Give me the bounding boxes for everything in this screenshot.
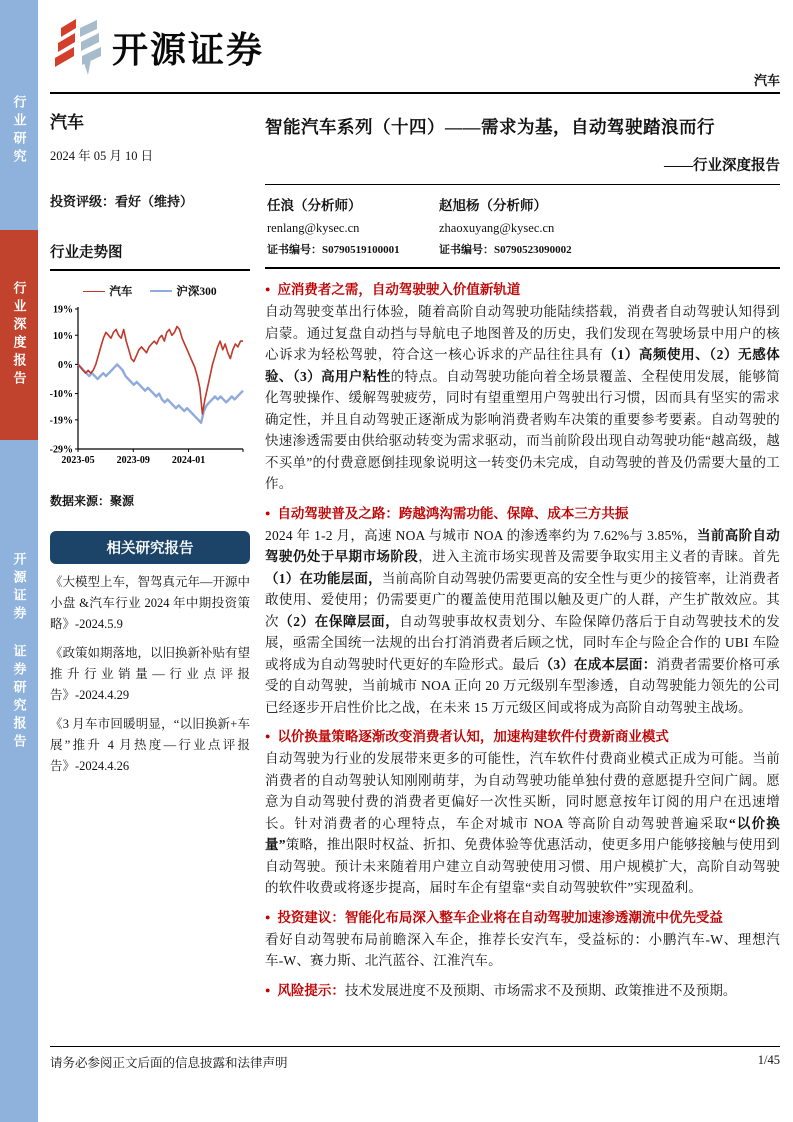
- section-body: 自动驾驶为行业的发展带来更多的可能性，汽车软件付费商业模式正成为可能。当前消费者的自动驾驶认知刚刚萌芽，为自动驾驶功能单独付费的意愿提升空间广阔。愿意为自动驾驶付费的消费者更偏好一次性买断，同时愿意按年订阅的用户在迅速增长。针对消费者的心理特点，车企对城市 NOA 等高阶自动驾驶普遍采取“以价换量”策略，推出限时权益、折扣、免费体验等优惠活动，使更多用户能够接触与使用到自动驾驶。预计未来随着用户建立自动驾驶使用习惯、用户规模扩大，高阶自动驾驶的软件收费或将逐步提高，届时车企有望靠“卖自动驾驶软件”实现盈利。: [265, 751, 780, 895]
- analyst-name: 赵旭杨（分析师）: [439, 198, 547, 213]
- svg-text:19%: 19%: [53, 304, 73, 316]
- page-number: 1/45: [757, 1053, 780, 1067]
- svg-text:2024-01: 2024-01: [171, 455, 206, 466]
- related-reports-header: 相关研究报告: [50, 531, 250, 564]
- kaiyuan-logo-icon: [50, 18, 104, 76]
- legend-line-icon: [150, 290, 172, 292]
- related-report-item: 《3 月车市回暖明显，“以旧换新+车展”推升 4 月热度—行业点评报告》-2024.4.26: [50, 717, 250, 773]
- report-title: 智能汽车系列（十四）——需求为基，自动驾驶踏浪而行: [265, 117, 715, 137]
- report-section: [265, 726, 780, 899]
- sidebar-label-industry-research: 行业研究: [11, 95, 27, 167]
- bullet-icon: ●: [265, 911, 271, 922]
- section-heading-text: 以价换量策略逐渐改变消费者认知，加速构建软件付费新商业模式: [277, 729, 669, 744]
- analyst-cert: 证书编号：S0790523090002: [439, 244, 572, 256]
- svg-text:-19%: -19%: [50, 415, 73, 427]
- sidebar-label-brand-research: 开源证券 证券研究报告: [11, 552, 27, 752]
- main-column: [265, 108, 780, 1001]
- report-section: [265, 980, 780, 1001]
- report-section: [265, 907, 780, 972]
- legend-item: [83, 283, 132, 299]
- bullet-icon: ●: [265, 284, 271, 294]
- related-reports-list: [50, 572, 250, 777]
- left-sidebar: [0, 0, 38, 1122]
- trend-chart-title: 行业走势图: [50, 241, 250, 271]
- report-type-label: ——行业深度报告: [265, 154, 780, 185]
- analyst-email: zhaoxuyang@kysec.cn: [439, 221, 555, 235]
- bullet-icon: ●: [265, 731, 271, 741]
- analyst-email: renlang@kysec.cn: [267, 221, 360, 235]
- bullet-icon: ●: [265, 507, 271, 518]
- svg-text:-10%: -10%: [50, 389, 73, 401]
- sidebar-red-block: [0, 230, 38, 440]
- page-content: [50, 0, 780, 1001]
- bullet-icon: ●: [265, 984, 271, 995]
- section-body: 看好自动驾驶布局前瞻深入车企，推荐长安汽车，受益标的：小鹏汽车-W、理想汽车-W、赛力斯、北汽蓝谷、江淮汽车。: [265, 931, 780, 968]
- svg-text:-29%: -29%: [50, 444, 73, 456]
- header-sector-tag: 汽车: [753, 73, 780, 88]
- header-divider: [50, 92, 780, 94]
- section-body: 自动驾驶变革出行体验，随着高阶自动驾驶功能陆续搭载，消费者自动驾驶认知得到启蒙。通过复盘自动挡与导航电子地图普及的历史，我们发现在驾驶场景中用户的核心诉求为轻松驾驶，符合这一核心诉求的产品往往具有（1）高频使用、（2）无感体验、（3）高用户粘性的特点。自动驾驶功能向着全场景覆盖、全程使用发展，能够简化驾驶操作、缓解驾驶疲劳，同时有望重塑用户驾驶出行习惯，因而具有坚实的需求确定性，并且自动驾驶正逐渐成为影响消费者购车决策的重要参考要素。自动驾驶的快速渗透需要由供给驱动转变为需求驱动，而当前阶段出现自动驾驶功能“越高级，越不买单”的付费意愿倒挂现象说明这一转变仍未完成，自动驾驶的普及仍需要大量的工作。: [265, 304, 780, 491]
- svg-text:0%: 0%: [58, 359, 73, 371]
- svg-text:10%: 10%: [53, 330, 73, 342]
- footer-disclaimer: 请务必参阅正文后面的信息披露和法律声明: [50, 1056, 288, 1070]
- page-footer: [50, 1046, 780, 1071]
- section-body: 2024 年 1-2 月，高速 NOA 与城市 NOA 的渗透率约为 7.62%与 3.85%，当前高阶自动驾驶仍处于早期市场阶段，进入主流市场实现普及需要争取实用主义者的青睐。首先（1）在功能层面，当前高阶自动驾驶仍需要更高的安全性与更少的接管率，让消费者敢使用、爱使用；仍需要更广的覆盖使用范围以触及更广的人群，产生扩散效应。其次（2）在保障层面，自动驾驶事故权责划分、车险保障仍落后于自动驾驶技术的发展，亟需全国统一法规的出台打消消费者后顾之忧，同时车企与险企合作的 UBI 车险或将成为自动驾驶时代更好的车险形式。最后（3）在成本层面：消费者需要价格可承受的自动驾驶，当前城市 NOA 正向 20 万元级别车型渗透，自动驾驶能力领先的公司已经逐步开启性价比之战，在未来 15 万元级区间或将成为高阶自动驾驶主战场。: [265, 527, 781, 715]
- svg-text:2023-05: 2023-05: [61, 455, 95, 466]
- report-section: [265, 279, 780, 495]
- legend-item: [150, 283, 216, 299]
- sidebar-label-deep-report: 行业深度报告: [11, 281, 27, 389]
- report-sections: [265, 279, 780, 1001]
- section-heading-text: 风险提示：: [277, 982, 345, 998]
- report-section: [265, 503, 780, 719]
- legend-label: 汽车: [109, 286, 133, 298]
- brand-name: 开源证券: [112, 28, 265, 70]
- section-heading-text: 投资建议：智能化布局深入整车企业将在自动驾驶加速渗透潮流中优先受益: [277, 909, 723, 925]
- masthead: [50, 0, 780, 92]
- data-source: 数据来源：聚源: [50, 494, 135, 508]
- analyst-card: [439, 194, 611, 257]
- analysts-row: [265, 185, 780, 269]
- section-heading-text: 自动驾驶普及之路：跨越鸿沟需功能、保障、成本三方共振: [277, 505, 629, 521]
- section-heading-text: 应消费者之需，自动驾驶驶入价值新轨道: [277, 282, 521, 297]
- trend-chart-svg: [50, 301, 248, 477]
- related-report-item: 《大模型上车，智驾真元年—开源中小盘 &汽车行业 2024 年中期投资策略》-2024.5.9: [50, 575, 251, 631]
- investment-rating: 投资评级：看好（维持）: [50, 194, 194, 209]
- svg-text:2023-09: 2023-09: [116, 455, 150, 466]
- trend-chart: [50, 301, 250, 482]
- legend-line-icon: [83, 291, 105, 292]
- analyst-name: 任浪（分析师）: [267, 198, 362, 213]
- chart-legend: [50, 283, 250, 299]
- section-body-inline: 技术发展进度不及预期、市场需求不及预期、政策推进不及预期。: [344, 982, 737, 998]
- left-info-column: [50, 108, 250, 1001]
- analyst-cert: 证书编号：S0790519100001: [267, 244, 400, 256]
- related-report-item: 《政策如期落地，以旧换新补贴有望推升行业销量—行业点评报告》-2024.4.29: [50, 646, 251, 702]
- report-date: 2024 年 05 月 10 日: [50, 149, 154, 163]
- sector-label: 汽车: [50, 113, 84, 132]
- analyst-card: [267, 194, 439, 257]
- brand-logo: [50, 18, 780, 76]
- legend-label: 沪深300: [176, 286, 217, 298]
